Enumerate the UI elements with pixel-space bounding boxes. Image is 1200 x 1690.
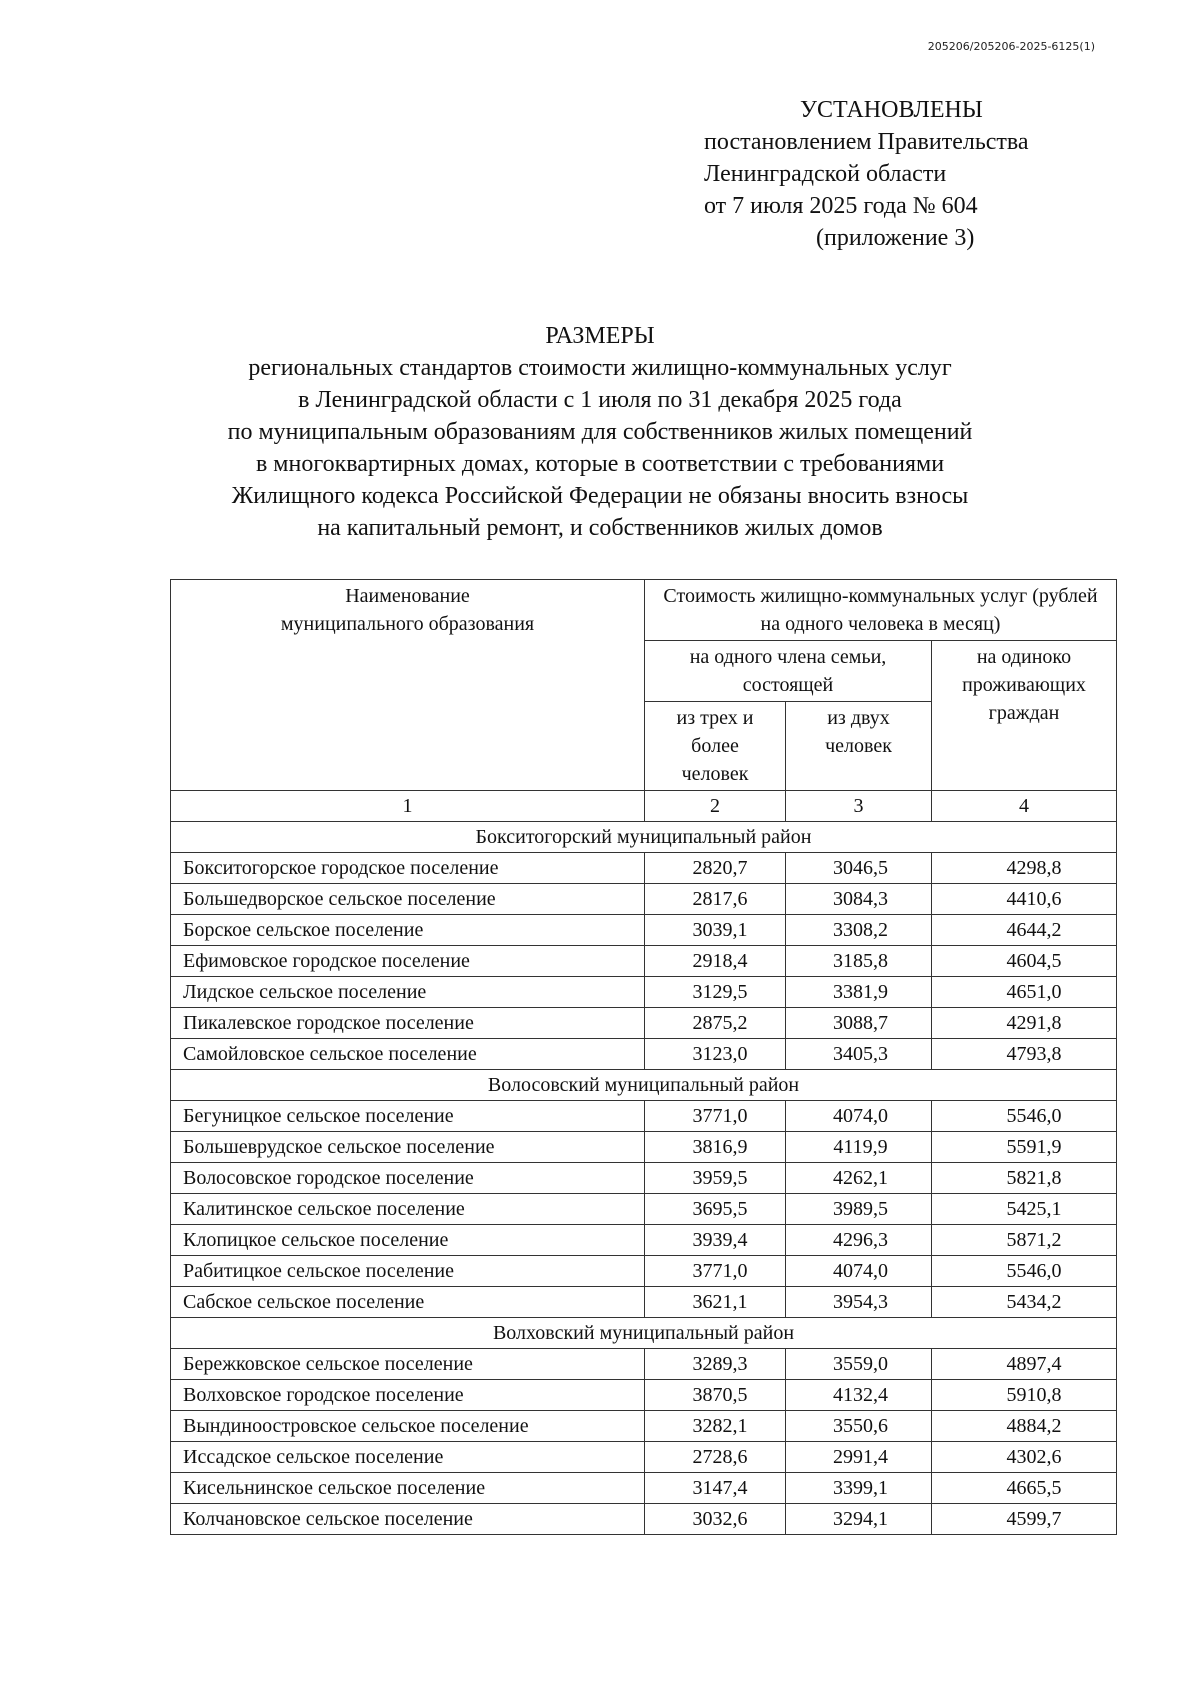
cost-table: [170, 579, 1117, 1535]
value-two: [786, 1132, 932, 1163]
municipality-name: Ефимовское городское поселение: [171, 946, 645, 977]
municipality-name: Бережковское сельское поселение: [171, 1349, 645, 1380]
value-three-plus: [645, 977, 786, 1008]
table-row: [171, 1163, 1117, 1194]
municipality-name: Борское сельское поселение: [171, 915, 645, 946]
header-family-text: на одного члена семьи, состоящей: [689, 646, 887, 696]
value-text: 5546,0: [1006, 1260, 1062, 1282]
value-three-plus: [645, 946, 786, 977]
value-text: 3816,9: [692, 1136, 748, 1158]
table-row: [171, 1504, 1117, 1535]
value-three-plus: [645, 1442, 786, 1473]
value-three-plus: [645, 1380, 786, 1411]
municipality-name: Клопицкое сельское поселение: [171, 1225, 645, 1256]
value-two: [786, 1163, 932, 1194]
column-number-row: [171, 791, 1117, 822]
header-two-text: из двух человек: [825, 707, 892, 757]
approval-line-3: Ленинградской области: [704, 161, 947, 187]
title-line: на капитальный ремонт, и собственников жилых домов: [317, 515, 883, 541]
column-number: 2: [645, 791, 786, 822]
header-single: [932, 641, 1117, 791]
value-text: 3129,5: [692, 981, 748, 1003]
table-row: [171, 946, 1117, 977]
approval-line-4: от 7 июля 2025 года № 604: [704, 193, 978, 219]
value-two: [786, 1194, 932, 1225]
header-family: [645, 641, 932, 702]
value-single: [932, 884, 1117, 915]
value-two: [786, 1008, 932, 1039]
value-three-plus: [645, 884, 786, 915]
title-line: региональных стандартов стоимости жилищно-коммунальных услуг: [248, 355, 952, 381]
value-single: [932, 1194, 1117, 1225]
header-cost-text: Стоимость жилищно-коммунальных услуг (рублей на одного человека в месяц): [663, 585, 1098, 635]
district-name: Волховский муниципальный район: [171, 1318, 1117, 1349]
municipality-name: Вындиноостровское сельское поселение: [171, 1411, 645, 1442]
table-row: [171, 1411, 1117, 1442]
value-text: 4074,0: [833, 1260, 888, 1282]
value-text: 4262,1: [833, 1167, 888, 1189]
municipality-name: Волосовское городское поселение: [171, 1163, 645, 1194]
value-single: [932, 1442, 1117, 1473]
value-text: 2817,6: [692, 888, 748, 910]
header-two: [786, 702, 932, 791]
value-two: [786, 946, 932, 977]
table-row: [171, 1008, 1117, 1039]
value-single: [932, 1225, 1117, 1256]
value-single: [932, 1163, 1117, 1194]
value-two: [786, 1039, 932, 1070]
value-single: [932, 1504, 1117, 1535]
header-municipality: [171, 580, 645, 791]
value-two: [786, 1287, 932, 1318]
value-text: 5871,2: [1006, 1229, 1062, 1251]
document-id: 205206/205206-2025-6125(1): [927, 40, 1095, 53]
municipality-name: Пикалевское городское поселение: [171, 1008, 645, 1039]
table-row: [171, 1101, 1117, 1132]
value-two: [786, 1473, 932, 1504]
value-text: 4302,6: [1006, 1446, 1062, 1468]
value-two: [786, 977, 932, 1008]
column-number: 4: [932, 791, 1117, 822]
table-body: [171, 791, 1117, 1535]
table-row: [171, 977, 1117, 1008]
municipality-name: Рабитицкое сельское поселение: [171, 1256, 645, 1287]
table-row: [171, 1225, 1117, 1256]
municipality-name: Иссадское сельское поселение: [171, 1442, 645, 1473]
value-text: 3039,1: [692, 919, 748, 941]
value-three-plus: [645, 1163, 786, 1194]
table-row: [171, 1039, 1117, 1070]
municipality-name: Колчановское сельское поселение: [171, 1504, 645, 1535]
value-two: [786, 915, 932, 946]
table-row: [171, 1256, 1117, 1287]
value-text: 4665,5: [1006, 1477, 1062, 1499]
value-three-plus: [645, 1349, 786, 1380]
table-row: [171, 1349, 1117, 1380]
municipality-name: Бегуницкое сельское поселение: [171, 1101, 645, 1132]
value-text: 3308,2: [833, 919, 888, 941]
value-text: 4291,8: [1006, 1012, 1062, 1034]
value-two: [786, 1411, 932, 1442]
title-line: в многоквартирных домах, которые в соответствии с требованиями: [255, 451, 945, 477]
value-text: 3381,9: [833, 981, 888, 1003]
value-single: [932, 946, 1117, 977]
value-text: 3695,5: [692, 1198, 748, 1220]
value-text: 3294,1: [833, 1508, 888, 1530]
value-three-plus: [645, 1473, 786, 1504]
table-row: [171, 1380, 1117, 1411]
value-single: [932, 1039, 1117, 1070]
value-text: 4884,2: [1006, 1415, 1062, 1437]
approval-line-5: (приложение 3): [816, 225, 975, 251]
value-text: 3954,3: [833, 1291, 888, 1313]
value-text: 2875,2: [692, 1012, 748, 1034]
value-text: 4410,6: [1006, 888, 1062, 910]
value-text: 3771,0: [692, 1260, 748, 1282]
value-text: 3123,0: [692, 1043, 748, 1065]
value-two: [786, 1256, 932, 1287]
value-text: 4651,0: [1006, 981, 1062, 1003]
value-text: 5434,2: [1006, 1291, 1062, 1313]
value-text: 3870,5: [692, 1384, 748, 1406]
cost-table-wrapper: [170, 579, 1117, 1535]
value-text: 4296,3: [833, 1229, 888, 1251]
value-three-plus: [645, 1039, 786, 1070]
value-text: 3771,0: [692, 1105, 748, 1127]
value-text: 4074,0: [833, 1105, 888, 1127]
value-three-plus: [645, 915, 786, 946]
value-three-plus: [645, 1225, 786, 1256]
value-three-plus: [645, 853, 786, 884]
value-single: [932, 1473, 1117, 1504]
value-text: 2820,7: [692, 857, 748, 879]
municipality-name: Бокситогорское городское поселение: [171, 853, 645, 884]
value-single: [932, 977, 1117, 1008]
value-text: 4793,8: [1006, 1043, 1062, 1065]
value-text: 3559,0: [833, 1353, 888, 1375]
municipality-name: Большедворское сельское поселение: [171, 884, 645, 915]
value-single: [932, 1008, 1117, 1039]
value-text: 3989,5: [833, 1198, 888, 1220]
value-single: [932, 1349, 1117, 1380]
value-text: 3959,5: [692, 1167, 748, 1189]
table-row: [171, 1194, 1117, 1225]
value-text: 3088,7: [833, 1012, 888, 1034]
value-text: 4604,5: [1006, 950, 1062, 972]
value-two: [786, 853, 932, 884]
header-single-text: на одиноко проживающих граждан: [962, 646, 1086, 724]
value-text: 5910,8: [1006, 1384, 1062, 1406]
title-line: Жилищного кодекса Российской Федерации не обязаны вносить взносы: [231, 483, 969, 509]
header-cost: [645, 580, 1117, 641]
district-row: [171, 1318, 1117, 1349]
value-text: 3185,8: [833, 950, 888, 972]
table-row: [171, 853, 1117, 884]
table-row: [171, 1287, 1117, 1318]
value-two: [786, 1504, 932, 1535]
value-text: 3621,1: [692, 1291, 748, 1313]
value-three-plus: [645, 1411, 786, 1442]
value-single: [932, 1380, 1117, 1411]
value-two: [786, 1349, 932, 1380]
value-single: [932, 853, 1117, 884]
value-text: 4599,7: [1006, 1508, 1062, 1530]
value-text: 3399,1: [833, 1477, 888, 1499]
value-text: 5425,1: [1006, 1198, 1062, 1220]
value-two: [786, 1101, 932, 1132]
value-two: [786, 1225, 932, 1256]
table-row: [171, 1132, 1117, 1163]
municipality-name: Большеврудское сельское поселение: [171, 1132, 645, 1163]
value-three-plus: [645, 1256, 786, 1287]
table-row: [171, 1473, 1117, 1504]
title-line: в Ленинградской области с 1 июля по 31 декабря 2025 года: [298, 387, 902, 413]
header-municipality-text: Наименование муниципального образования: [280, 585, 535, 635]
value-text: 3550,6: [833, 1415, 888, 1437]
value-text: 2991,4: [833, 1446, 888, 1468]
value-text: 4298,8: [1006, 857, 1062, 879]
value-text: 4132,4: [833, 1384, 888, 1406]
value-text: 3282,1: [692, 1415, 748, 1437]
header-three-plus-text: из трех и более человек: [676, 707, 754, 785]
document-title: [150, 320, 1050, 544]
municipality-name: Лидское сельское поселение: [171, 977, 645, 1008]
value-text: 3939,4: [692, 1229, 748, 1251]
value-text: 3289,3: [692, 1353, 748, 1375]
municipality-name: Самойловское сельское поселение: [171, 1039, 645, 1070]
approval-heading: УСТАНОВЛЕНЫ: [800, 97, 983, 123]
table-row: [171, 1442, 1117, 1473]
value-three-plus: [645, 1101, 786, 1132]
value-text: 2728,6: [692, 1446, 748, 1468]
approval-line-2: постановлением Правительства: [704, 129, 1029, 155]
value-single: [932, 1287, 1117, 1318]
value-single: [932, 1256, 1117, 1287]
approval-block: [704, 94, 1144, 254]
value-text: 3046,5: [833, 857, 888, 879]
value-three-plus: [645, 1504, 786, 1535]
value-text: 3147,4: [692, 1477, 748, 1499]
value-three-plus: [645, 1194, 786, 1225]
title-line: по муниципальным образованиям для собственников жилых помещений: [227, 419, 973, 445]
value-text: 4897,4: [1006, 1353, 1062, 1375]
value-three-plus: [645, 1132, 786, 1163]
value-three-plus: [645, 1008, 786, 1039]
value-two: [786, 1380, 932, 1411]
value-three-plus: [645, 1287, 786, 1318]
district-row: [171, 822, 1117, 853]
value-single: [932, 1411, 1117, 1442]
value-text: 5546,0: [1006, 1105, 1062, 1127]
value-text: 3405,3: [833, 1043, 888, 1065]
value-text: 2918,4: [692, 950, 748, 972]
value-text: 4644,2: [1006, 919, 1062, 941]
district-name: Волосовский муниципальный район: [171, 1070, 1117, 1101]
column-number: 3: [786, 791, 932, 822]
municipality-name: Волховское городское поселение: [171, 1380, 645, 1411]
municipality-name: Сабское сельское поселение: [171, 1287, 645, 1318]
value-text: 5821,8: [1006, 1167, 1062, 1189]
table-row: [171, 884, 1117, 915]
table-row: [171, 915, 1117, 946]
municipality-name: Кисельнинское сельское поселение: [171, 1473, 645, 1504]
value-text: 3032,6: [692, 1508, 748, 1530]
column-number: 1: [171, 791, 645, 822]
value-two: [786, 884, 932, 915]
value-single: [932, 1101, 1117, 1132]
district-row: [171, 1070, 1117, 1101]
value-text: 3084,3: [833, 888, 888, 910]
title-heading: РАЗМЕРЫ: [545, 323, 655, 349]
value-single: [932, 1132, 1117, 1163]
municipality-name: Калитинское сельское поселение: [171, 1194, 645, 1225]
value-text: 4119,9: [833, 1136, 888, 1158]
value-text: 5591,9: [1006, 1136, 1062, 1158]
value-two: [786, 1442, 932, 1473]
header-three-plus: [645, 702, 786, 791]
district-name: Бокситогорский муниципальный район: [171, 822, 1117, 853]
value-single: [932, 915, 1117, 946]
